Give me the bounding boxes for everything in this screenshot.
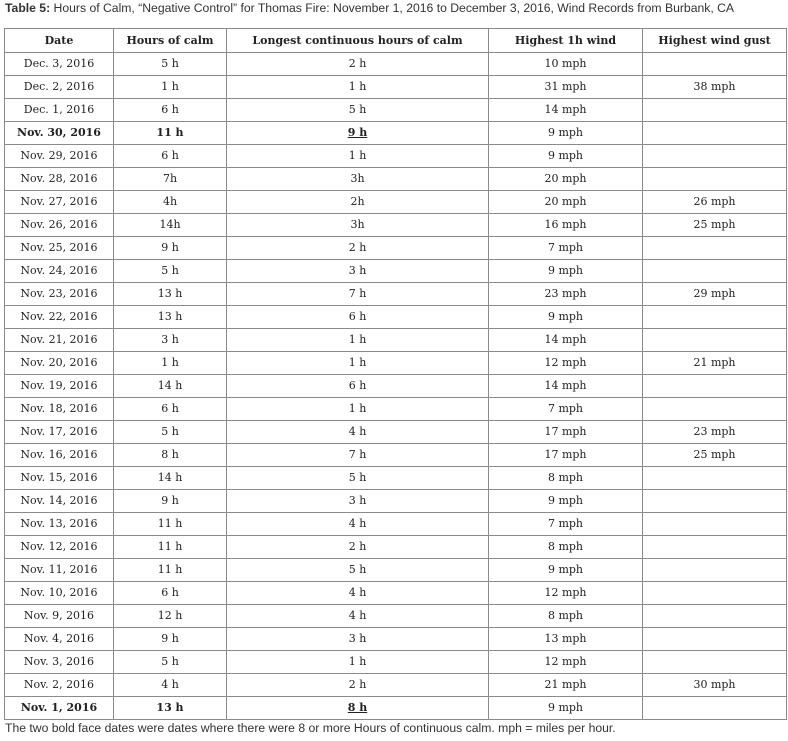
cell-highest-1h-wind: 8 mph: [489, 467, 643, 490]
cell-hours-of-calm: 4h: [114, 191, 227, 214]
wind-records-table: [4, 28, 787, 720]
cell-longest-calm: 2 h: [227, 237, 489, 260]
cell-highest-1h-wind: 7 mph: [489, 237, 643, 260]
cell-hours-of-calm: 14 h: [114, 375, 227, 398]
cell-longest-calm: 4 h: [227, 421, 489, 444]
header-highest-1h-wind: Highest 1h wind: [489, 29, 643, 53]
cell-date: Nov. 3, 2016: [5, 651, 114, 674]
table-row: [5, 605, 787, 628]
cell-highest-wind-gust: [643, 605, 787, 628]
cell-longest-calm: 1 h: [227, 145, 489, 168]
cell-longest-calm: 9 h: [227, 122, 489, 145]
cell-highest-1h-wind: 16 mph: [489, 214, 643, 237]
cell-date: Dec. 2, 2016: [5, 76, 114, 99]
cell-highest-1h-wind: 9 mph: [489, 697, 643, 720]
cell-date: Nov. 27, 2016: [5, 191, 114, 214]
cell-hours-of-calm: 14h: [114, 214, 227, 237]
table-row: [5, 99, 787, 122]
cell-date: Nov. 28, 2016: [5, 168, 114, 191]
cell-date: Nov. 19, 2016: [5, 375, 114, 398]
cell-highest-wind-gust: [643, 651, 787, 674]
cell-longest-calm: 5 h: [227, 467, 489, 490]
cell-date: Nov. 14, 2016: [5, 490, 114, 513]
cell-date: Nov. 22, 2016: [5, 306, 114, 329]
cell-highest-wind-gust: [643, 582, 787, 605]
cell-date: Nov. 11, 2016: [5, 559, 114, 582]
cell-longest-calm: 7 h: [227, 283, 489, 306]
cell-longest-calm: 1 h: [227, 329, 489, 352]
cell-longest-calm: 1 h: [227, 398, 489, 421]
table-row: [5, 53, 787, 76]
cell-date: Nov. 13, 2016: [5, 513, 114, 536]
cell-highest-wind-gust: [643, 398, 787, 421]
cell-longest-calm: 4 h: [227, 513, 489, 536]
table-row: [5, 467, 787, 490]
table-row: [5, 490, 787, 513]
cell-date: Nov. 18, 2016: [5, 398, 114, 421]
cell-highest-wind-gust: [643, 697, 787, 720]
cell-date: Nov. 20, 2016: [5, 352, 114, 375]
cell-highest-1h-wind: 17 mph: [489, 421, 643, 444]
cell-hours-of-calm: 1 h: [114, 352, 227, 375]
cell-longest-calm: 7 h: [227, 444, 489, 467]
cell-hours-of-calm: 4 h: [114, 674, 227, 697]
table-row: [5, 582, 787, 605]
table-row: [5, 76, 787, 99]
table-row: [5, 168, 787, 191]
cell-date: Nov. 16, 2016: [5, 444, 114, 467]
cell-longest-calm: 1 h: [227, 352, 489, 375]
cell-hours-of-calm: 13 h: [114, 283, 227, 306]
table-row: [5, 444, 787, 467]
table-row: [5, 651, 787, 674]
header-highest-wind-gust: Highest wind gust: [643, 29, 787, 53]
cell-longest-calm: 3h: [227, 214, 489, 237]
cell-hours-of-calm: 9 h: [114, 490, 227, 513]
cell-highest-1h-wind: 13 mph: [489, 628, 643, 651]
cell-date: Dec. 1, 2016: [5, 99, 114, 122]
cell-hours-of-calm: 8 h: [114, 444, 227, 467]
cell-longest-calm: 4 h: [227, 605, 489, 628]
cell-hours-of-calm: 13 h: [114, 697, 227, 720]
table-row: [5, 306, 787, 329]
cell-hours-of-calm: 7h: [114, 168, 227, 191]
cell-highest-wind-gust: 38 mph: [643, 76, 787, 99]
cell-date: Nov. 15, 2016: [5, 467, 114, 490]
cell-highest-1h-wind: 14 mph: [489, 375, 643, 398]
cell-highest-wind-gust: [643, 467, 787, 490]
cell-hours-of-calm: 5 h: [114, 260, 227, 283]
cell-highest-1h-wind: 20 mph: [489, 168, 643, 191]
cell-hours-of-calm: 5 h: [114, 53, 227, 76]
cell-hours-of-calm: 9 h: [114, 628, 227, 651]
cell-highest-1h-wind: 9 mph: [489, 490, 643, 513]
cell-date: Nov. 4, 2016: [5, 628, 114, 651]
table-row: [5, 329, 787, 352]
table-row: [5, 559, 787, 582]
cell-highest-wind-gust: [643, 559, 787, 582]
table-row: [5, 352, 787, 375]
header-date: Date: [5, 29, 114, 53]
cell-highest-wind-gust: [643, 536, 787, 559]
cell-hours-of-calm: 6 h: [114, 582, 227, 605]
cell-highest-wind-gust: [643, 628, 787, 651]
cell-highest-1h-wind: 12 mph: [489, 352, 643, 375]
cell-date: Nov. 1, 2016: [5, 697, 114, 720]
table-row: [5, 191, 787, 214]
header-hours-of-calm: Hours of calm: [114, 29, 227, 53]
cell-highest-1h-wind: 23 mph: [489, 283, 643, 306]
cell-longest-calm: 1 h: [227, 76, 489, 99]
table-row: [5, 122, 787, 145]
cell-highest-1h-wind: 8 mph: [489, 536, 643, 559]
cell-highest-1h-wind: 31 mph: [489, 76, 643, 99]
cell-hours-of-calm: 6 h: [114, 145, 227, 168]
cell-highest-1h-wind: 17 mph: [489, 444, 643, 467]
cell-highest-wind-gust: [643, 99, 787, 122]
cell-date: Nov. 24, 2016: [5, 260, 114, 283]
cell-date: Nov. 25, 2016: [5, 237, 114, 260]
cell-longest-calm: 8 h: [227, 697, 489, 720]
table-row: [5, 513, 787, 536]
cell-hours-of-calm: 12 h: [114, 605, 227, 628]
cell-highest-wind-gust: 26 mph: [643, 191, 787, 214]
cell-date: Nov. 23, 2016: [5, 283, 114, 306]
table-row: [5, 536, 787, 559]
cell-highest-wind-gust: [643, 513, 787, 536]
cell-highest-wind-gust: 25 mph: [643, 214, 787, 237]
cell-date: Nov. 12, 2016: [5, 536, 114, 559]
table-row: [5, 260, 787, 283]
cell-highest-wind-gust: [643, 260, 787, 283]
cell-highest-wind-gust: [643, 145, 787, 168]
table-body: [5, 53, 787, 720]
table-caption-text: Hours of Calm, “Negative Control” for Thomas Fire: November 1, 2016 to December 3, 2016, Wind Records from Burbank, CA: [50, 1, 735, 15]
cell-highest-1h-wind: 14 mph: [489, 99, 643, 122]
table-row: [5, 697, 787, 720]
cell-highest-1h-wind: 14 mph: [489, 329, 643, 352]
cell-highest-wind-gust: 21 mph: [643, 352, 787, 375]
cell-hours-of-calm: 6 h: [114, 398, 227, 421]
cell-longest-calm: 5 h: [227, 99, 489, 122]
cell-highest-1h-wind: 9 mph: [489, 122, 643, 145]
cell-highest-1h-wind: 12 mph: [489, 651, 643, 674]
cell-highest-1h-wind: 7 mph: [489, 513, 643, 536]
cell-date: Nov. 17, 2016: [5, 421, 114, 444]
table-footnote: The two bold face dates were dates where there were 8 or more Hours of continuous calm. mph = miles per hour.: [5, 721, 616, 735]
cell-longest-calm: 3 h: [227, 490, 489, 513]
cell-highest-1h-wind: 12 mph: [489, 582, 643, 605]
table-row: [5, 237, 787, 260]
cell-hours-of-calm: 9 h: [114, 237, 227, 260]
table-row: [5, 375, 787, 398]
cell-highest-1h-wind: 8 mph: [489, 605, 643, 628]
cell-hours-of-calm: 3 h: [114, 329, 227, 352]
cell-highest-wind-gust: [643, 490, 787, 513]
cell-highest-1h-wind: 10 mph: [489, 53, 643, 76]
cell-longest-calm: 6 h: [227, 375, 489, 398]
cell-highest-1h-wind: 20 mph: [489, 191, 643, 214]
cell-longest-calm: 4 h: [227, 582, 489, 605]
table-row: [5, 398, 787, 421]
cell-highest-wind-gust: 23 mph: [643, 421, 787, 444]
cell-hours-of-calm: 11 h: [114, 536, 227, 559]
cell-highest-wind-gust: [643, 329, 787, 352]
table-row: [5, 628, 787, 651]
cell-date: Nov. 29, 2016: [5, 145, 114, 168]
cell-longest-calm: 2 h: [227, 536, 489, 559]
cell-hours-of-calm: 14 h: [114, 467, 227, 490]
cell-highest-wind-gust: [643, 306, 787, 329]
cell-date: Nov. 2, 2016: [5, 674, 114, 697]
cell-highest-1h-wind: 9 mph: [489, 260, 643, 283]
cell-highest-wind-gust: 25 mph: [643, 444, 787, 467]
cell-longest-calm: 3 h: [227, 260, 489, 283]
table-row: [5, 421, 787, 444]
cell-highest-wind-gust: 30 mph: [643, 674, 787, 697]
table-row: [5, 145, 787, 168]
cell-hours-of-calm: 11 h: [114, 559, 227, 582]
cell-hours-of-calm: 1 h: [114, 76, 227, 99]
cell-hours-of-calm: 6 h: [114, 99, 227, 122]
table-row: [5, 214, 787, 237]
cell-hours-of-calm: 5 h: [114, 651, 227, 674]
cell-date: Dec. 3, 2016: [5, 53, 114, 76]
cell-longest-calm: 6 h: [227, 306, 489, 329]
cell-date: Nov. 26, 2016: [5, 214, 114, 237]
cell-longest-calm: 2h: [227, 191, 489, 214]
cell-date: Nov. 10, 2016: [5, 582, 114, 605]
cell-highest-wind-gust: [643, 122, 787, 145]
cell-highest-wind-gust: [643, 53, 787, 76]
header-longest-calm: Longest continuous hours of calm: [227, 29, 489, 53]
cell-hours-of-calm: 5 h: [114, 421, 227, 444]
cell-highest-wind-gust: [643, 375, 787, 398]
cell-highest-wind-gust: [643, 237, 787, 260]
cell-highest-1h-wind: 9 mph: [489, 559, 643, 582]
cell-hours-of-calm: 11 h: [114, 122, 227, 145]
cell-date: Nov. 30, 2016: [5, 122, 114, 145]
cell-longest-calm: 2 h: [227, 674, 489, 697]
cell-date: Nov. 9, 2016: [5, 605, 114, 628]
cell-longest-calm: 5 h: [227, 559, 489, 582]
table-caption-label: Table 5:: [5, 1, 51, 15]
cell-hours-of-calm: 13 h: [114, 306, 227, 329]
cell-highest-1h-wind: 9 mph: [489, 306, 643, 329]
cell-longest-calm: 3 h: [227, 628, 489, 651]
cell-longest-calm: 3h: [227, 168, 489, 191]
table-header-row: [5, 29, 787, 53]
table-row: [5, 674, 787, 697]
cell-date: Nov. 21, 2016: [5, 329, 114, 352]
cell-longest-calm: 1 h: [227, 651, 489, 674]
cell-highest-wind-gust: [643, 168, 787, 191]
cell-highest-1h-wind: 21 mph: [489, 674, 643, 697]
cell-highest-1h-wind: 9 mph: [489, 145, 643, 168]
table-row: [5, 283, 787, 306]
cell-highest-wind-gust: 29 mph: [643, 283, 787, 306]
cell-longest-calm: 2 h: [227, 53, 489, 76]
table-caption: [5, 1, 734, 15]
cell-hours-of-calm: 11 h: [114, 513, 227, 536]
cell-highest-1h-wind: 7 mph: [489, 398, 643, 421]
